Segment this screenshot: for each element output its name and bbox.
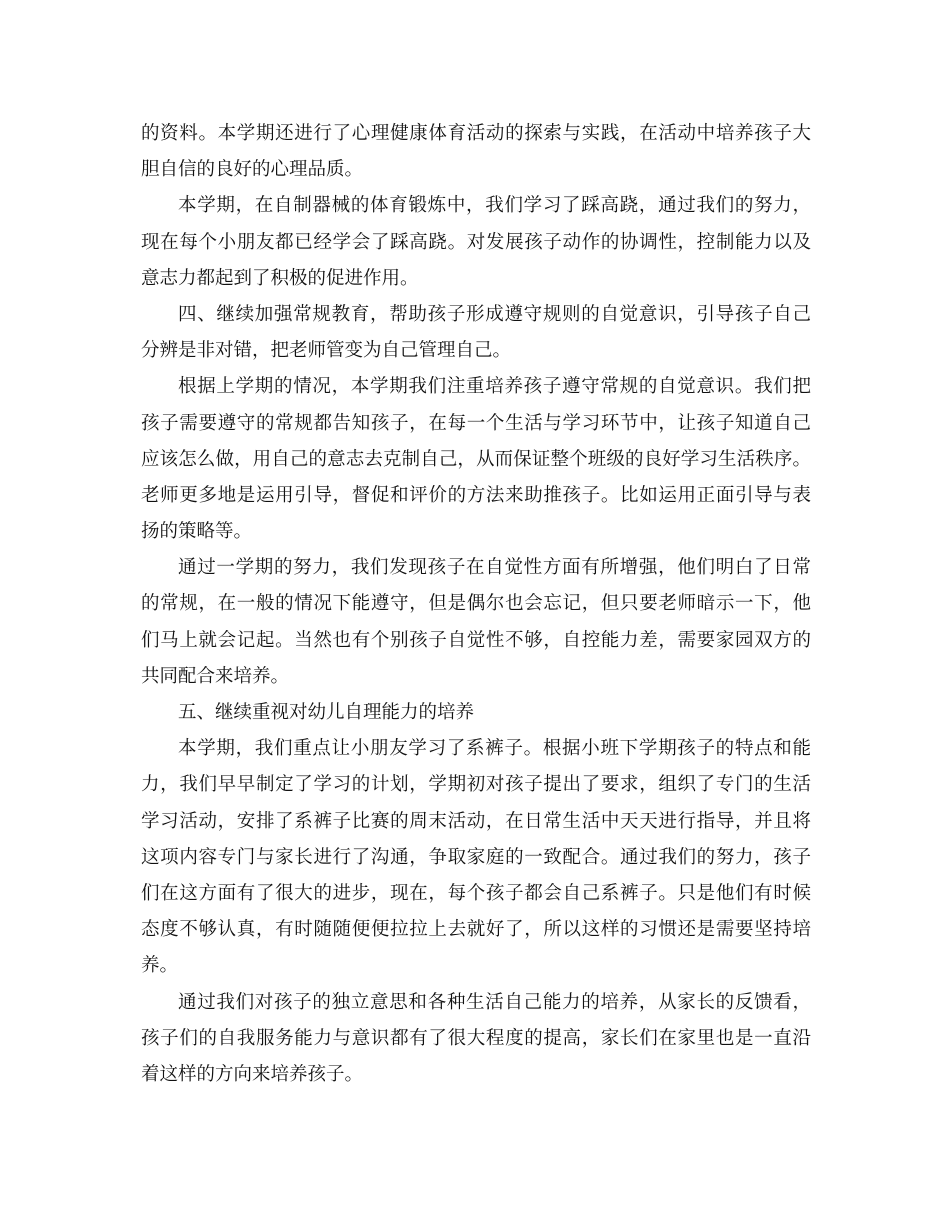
text-line: 的资料。本学期还进行了心理健康体育活动的探索与实践，在活动中培养孩子大	[141, 123, 811, 144]
text-line: 通过我们对孩子的独立意思和各种生活自己能力的培养，从家长的反馈看，	[178, 991, 811, 1013]
text-line: 五、继续重视对幼儿自理能力的培养	[178, 702, 475, 723]
text-line: 分辨是非对错，把老师管变为自己管理自己。	[141, 340, 512, 362]
text-line: 本学期，我们重点让小朋友学习了系裤子。根据小班下学期孩子的特点和能	[178, 738, 811, 760]
text-line: 这项内容专门与家长进行了沟通，争取家庭的一致配合。通过我们的努力，孩子	[141, 846, 811, 868]
text-line: 意志力都起到了积极的促进作用。	[141, 267, 419, 289]
text-line: 着这样的方向来培养孩子。	[141, 1063, 364, 1085]
text-line: 四、继续加强常规教育，帮助孩子形成遵守规则的自觉意识，引导孩子自己	[178, 303, 811, 325]
text-line: 态度不够认真，有时随随便便拉拉上去就好了，所以这样的习惯还是需要坚持培	[141, 919, 811, 941]
text-line: 养。	[141, 955, 179, 977]
text-line: 孩子需要遵守的常规都告知孩子，在每一个生活与学习环节中，让孩子知道自己	[141, 412, 811, 434]
text-line: 共同配合来培养。	[141, 665, 290, 687]
document-body-text	[141, 116, 811, 1093]
text-line: 本学期，在自制器械的体育锻炼中，我们学习了踩高跷，通过我们的努力，	[178, 195, 811, 217]
text-line: 胆自信的良好的心理品质。	[141, 159, 364, 181]
text-line: 老师更多地是运用引导，督促和评价的方法来助推孩子。比如运用正面引导与表	[141, 484, 811, 506]
text-line: 现在每个小朋友都已经学会了踩高跷。对发展孩子动作的协调性，控制能力以及	[141, 231, 811, 253]
text-line: 力，我们早早制定了学习的计划，学期初对孩子提出了要求，组织了专门的生活	[141, 774, 811, 796]
text-line: 通过一学期的努力，我们发现孩子在自觉性方面有所增强，他们明白了日常	[178, 557, 811, 579]
text-line: 孩子们的自我服务能力与意识都有了很大程度的提高，家长们在家里也是一直沿	[141, 1027, 811, 1049]
text-line: 应该怎么做，用自己的意志去克制自己，从而保证整个班级的良好学习生活秩序。	[141, 448, 811, 470]
text-line: 们在这方面有了很大的进步，现在，每个孩子都会自己系裤子。只是他们有时候	[141, 882, 811, 904]
text-line: 的常规，在一般的情况下能遵守，但是偶尔也会忘记，但只要老师暗示一下，他	[141, 593, 811, 615]
text-line: 根据上学期的情况，本学期我们注重培养孩子遵守常规的自觉意识。我们把	[178, 376, 811, 398]
text-line: 学习活动，安排了系裤子比赛的周末活动，在日常生活中天天进行指导，并且将	[141, 810, 811, 832]
text-line: 扬的策略等。	[141, 521, 253, 543]
text-line: 们马上就会记起。当然也有个别孩子自觉性不够，自控能力差，需要家园双方的	[141, 629, 811, 651]
